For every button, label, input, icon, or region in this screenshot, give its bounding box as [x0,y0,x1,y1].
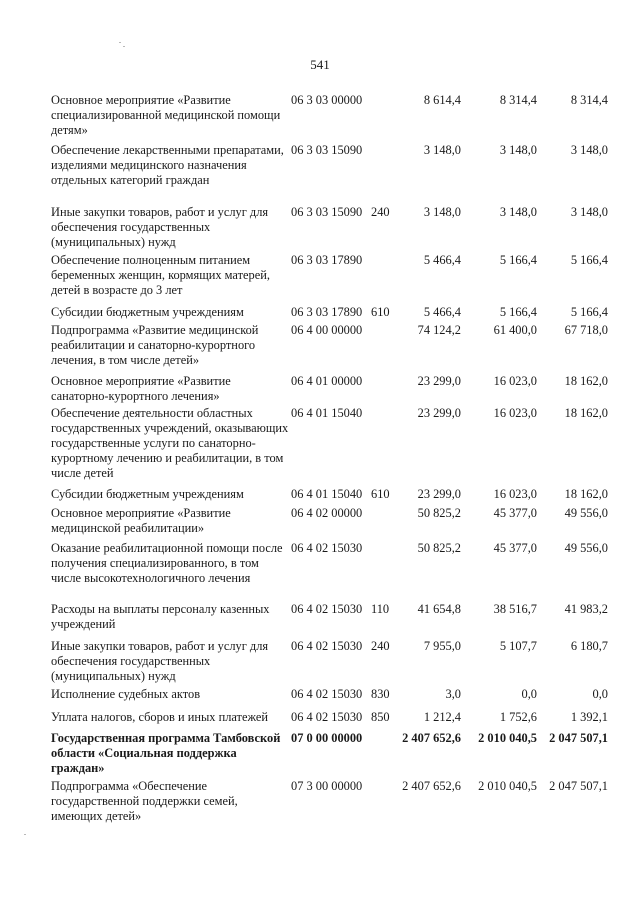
row-value-1: 3 148,0 [423,143,461,157]
row-value-1: 23 299,0 [417,374,461,388]
row-value-1: 23 299,0 [417,487,461,501]
row-value-3: 0,0 [592,687,608,701]
row-value-2: 2 010 040,5 [478,731,537,745]
row-code: 06 4 02 00000 [291,506,363,520]
row-name: Иные закупки товаров, работ и услуг для обеспечения государственных (муниципальных) нужд [51,639,269,683]
row-value-3: 18 162,0 [564,374,608,388]
row-value-2: 8 314,4 [499,93,537,107]
row-value-2: 2 010 040,5 [478,779,537,793]
row-code: 06 4 01 15040 [291,487,363,501]
row-expense-type: 240 [371,205,390,219]
row-code: 06 4 01 00000 [291,374,363,388]
row-name: Иные закупки товаров, работ и услуг для обеспечения государственных (муниципальных) нужд [51,205,269,249]
row-name: Основное мероприятие «Развитие санаторно-курортного лечения» [51,374,231,403]
row-value-2: 3 148,0 [499,205,537,219]
row-name: Исполнение судебных актов [51,687,201,701]
row-value-3: 8 314,4 [570,93,608,107]
row-value-3: 67 718,0 [564,323,608,337]
row-value-1: 41 654,8 [417,602,461,616]
row-name: Основное мероприятие «Развитие медицинской реабилитации» [51,506,231,535]
row-value-2: 0,0 [521,687,537,701]
row-name: Подпрограмма «Развитие медицинской реабилитации и санаторно-курортного лечения, в том числе детей» [51,323,259,367]
row-value-3: 18 162,0 [564,406,608,420]
row-expense-type: 610 [371,487,390,501]
row-value-3: 1 392,1 [570,710,608,724]
row-name: Государственная программа Тамбовской области «Социальная поддержка граждан» [51,731,281,775]
row-code: 06 3 03 15090 [291,143,363,157]
row-code: 06 3 03 15090 [291,205,363,219]
row-name: Обеспечение лекарственными препаратами, изделиями медицинского назначения отдельных категорий граждан [51,143,284,187]
row-value-2: 5 166,4 [499,305,537,319]
scan-speck [24,834,26,835]
row-code: 06 4 02 15030 [291,639,363,653]
row-value-2: 5 166,4 [499,253,537,267]
row-value-3: 41 983,2 [564,602,608,616]
row-value-1: 2 407 652,6 [402,731,461,745]
row-code: 07 3 00 00000 [291,779,363,793]
page-number: 541 [310,57,330,72]
row-value-1: 5 466,4 [423,253,461,267]
row-value-3: 49 556,0 [564,541,608,555]
row-name: Субсидии бюджетным учреждениям [51,487,244,501]
row-value-1: 74 124,2 [417,323,461,337]
row-code: 06 4 01 15040 [291,406,363,420]
row-value-1: 23 299,0 [417,406,461,420]
row-value-3: 5 166,4 [570,305,608,319]
row-value-2: 5 107,7 [499,639,537,653]
scan-speck [123,46,125,47]
row-name: Уплата налогов, сборов и иных платежей [51,710,269,724]
row-value-1: 50 825,2 [417,541,461,555]
row-code: 06 3 03 17890 [291,305,363,319]
row-name: Субсидии бюджетным учреждениям [51,305,244,319]
row-value-2: 3 148,0 [499,143,537,157]
row-code: 06 4 02 15030 [291,687,363,701]
row-value-3: 5 166,4 [570,253,608,267]
row-value-2: 16 023,0 [493,374,537,388]
row-name: Подпрограмма «Обеспечение государственной поддержки семей, имеющих детей» [51,779,238,823]
row-value-1: 3,0 [445,687,461,701]
row-value-3: 3 148,0 [570,205,608,219]
row-name: Оказание реабилитационной помощи после получения специализированного, в том числе высокотехнологичного лечения [51,541,283,585]
row-name: Расходы на выплаты персоналу казенных учреждений [51,602,270,631]
row-code: 06 4 02 15030 [291,541,363,555]
row-name: Основное мероприятие «Развитие специализированной медицинской помощи детям» [51,93,281,137]
row-code: 06 4 02 15030 [291,602,363,616]
row-value-1: 8 614,4 [423,93,461,107]
row-value-1: 7 955,0 [423,639,461,653]
row-value-3: 2 047 507,1 [549,731,608,745]
row-expense-type: 850 [371,710,390,724]
row-value-2: 1 752,6 [499,710,537,724]
row-value-2: 61 400,0 [493,323,537,337]
row-value-2: 45 377,0 [493,506,537,520]
row-value-1: 1 212,4 [423,710,461,724]
row-expense-type: 830 [371,687,390,701]
row-value-2: 45 377,0 [493,541,537,555]
row-value-2: 16 023,0 [493,487,537,501]
row-value-3: 49 556,0 [564,506,608,520]
scan-speck [119,42,121,43]
row-value-2: 16 023,0 [493,406,537,420]
row-value-1: 5 466,4 [423,305,461,319]
row-value-3: 2 047 507,1 [549,779,608,793]
row-expense-type: 610 [371,305,390,319]
row-value-3: 3 148,0 [570,143,608,157]
row-code: 07 0 00 00000 [291,731,363,745]
row-value-2: 38 516,7 [493,602,537,616]
row-code: 06 3 03 17890 [291,253,363,267]
row-name: Обеспечение деятельности областных государственных учреждений, оказывающих государственные услуги по санаторно-курортному лечению и реабилитации, в том числе детей [51,406,289,480]
row-value-1: 50 825,2 [417,506,461,520]
row-code: 06 3 03 00000 [291,93,363,107]
row-expense-type: 240 [371,639,390,653]
row-value-1: 3 148,0 [423,205,461,219]
row-code: 06 4 02 15030 [291,710,363,724]
row-value-3: 18 162,0 [564,487,608,501]
row-expense-type: 110 [371,602,390,616]
row-name: Обеспечение полноценным питанием беременных женщин, кормящих матерей, детей в возрасте до 3 лет [51,253,270,297]
row-value-3: 6 180,7 [570,639,608,653]
row-value-1: 2 407 652,6 [402,779,461,793]
row-code: 06 4 00 00000 [291,323,363,337]
